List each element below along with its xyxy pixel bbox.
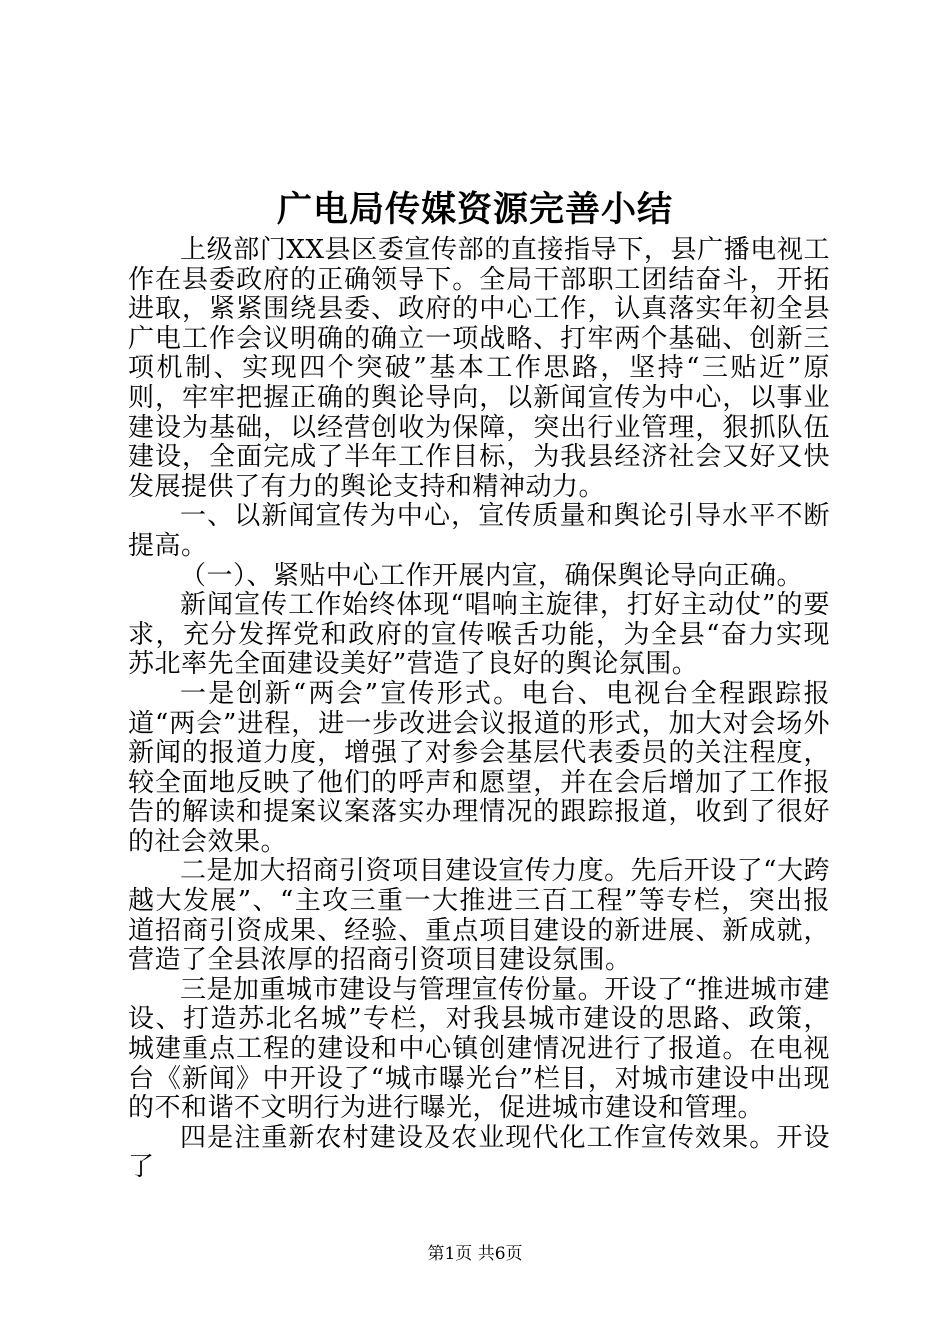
paragraph-intro: 上级部门XX县区委宣传部的直接指导下，县广播电视工作在县委政府的正确领导下。全局干部职工团结奋斗，开拓进取，紧紧围绕县委、政府的中心工作，认真落实年初全县广电工作会议明确的确立一项战略、打牢两个基础、创新三项机制、实现四个突破”基本工作思路，坚持“三贴近”原则，牢牢把握正确的舆论导向，以新闻宣传为中心，以事业建设为基础，以经营创收为保障，突出行业管理，狠抓队伍建设，全面完成了半年工作目标，为我县经济社会又好又快发展提供了有力的舆论支持和精神动力。: [128, 235, 830, 502]
paragraph-section-heading-1: 一、以新闻宣传为中心，宣传质量和舆论引导水平不断提高。: [128, 501, 830, 561]
paragraph-point-one: 一是创新“两会”宣传形式。电台、电视台全程跟踪报道“两会”进程，进一步改进会议报道的形式，加大对会场外新闻的报道力度，增强了对参会基层代表委员的关注程度，较全面地反映了他们的呼声和愿望，并在会后增加了工作报告的解读和提案议案落实办理情况的跟踪报道，收到了很好的社会效果。: [128, 678, 830, 857]
document-title: 广电局传媒资源完善小结: [276, 189, 673, 230]
page-footer: 第1页 共6页: [427, 1244, 523, 1264]
paragraph-subsection-heading-1: （一）、紧贴中心工作开展内宣，确保舆论导向正确。: [180, 560, 804, 591]
document-body: [128, 236, 830, 1183]
paragraph-point-two: 二是加大招商引资项目建设宣传力度。先后开设了“大跨越大发展”、“主攻三重一大推进三百工程”等专栏，突出报道招商引资成果、经验、重点项目建设的新进展、新成就，营造了全县浓厚的招商引资项目建设氛围。: [128, 856, 830, 976]
paragraph-news-propaganda: 新闻宣传工作始终体现“唱响主旋律，打好主动仗”的要求，充分发挥党和政府的宣传喉舌功能，为全县“奋力实现苏北率先全面建设美好”营造了良好的舆论氛围。: [128, 590, 830, 680]
paragraph-point-three: 三是加重城市建设与管理宣传份量。开设了“推进城市建设、打造苏北名城”专栏，对我县城市建设的思路、政策，城建重点工程的建设和中心镇创建情况进行了报道。在电视台《新闻》中开设了“城市曝光台”栏目，对城市建设中出现的不和谐不文明行为进行曝光，促进城市建设和管理。: [128, 974, 830, 1124]
paragraph-point-four: 四是注重新农村建设及农业现代化工作宣传效果。开设了: [128, 1122, 830, 1183]
